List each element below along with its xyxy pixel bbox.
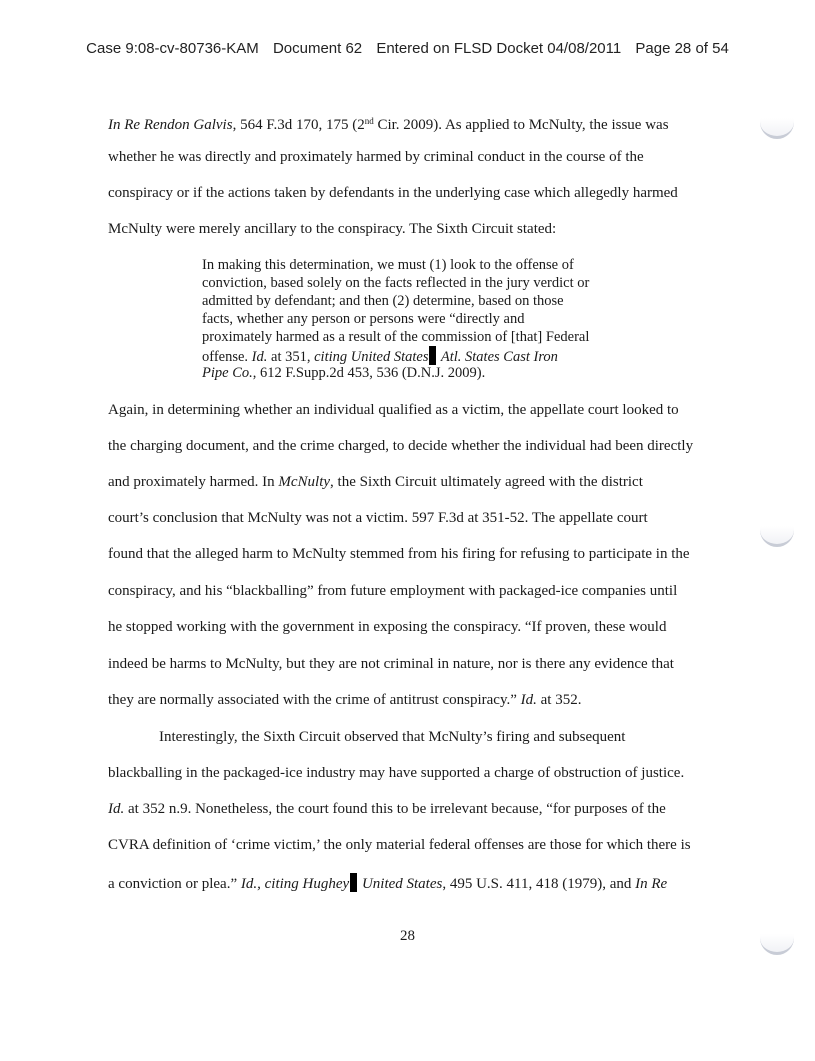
paragraph-3-line-3: Id. at 352 n.9. Nonetheless, the court found this to be irrelevant because, “for purposes of the [108, 801, 666, 817]
paragraph-1-line-4: McNulty were merely ancillary to the conspiracy. The Sixth Circuit stated: [108, 221, 557, 237]
paragraph-1-line-3: conspiracy or if the actions taken by defendants in the underlying case which allegedly harmed [108, 185, 678, 201]
paragraph-2-line-9: they are normally associated with the crime of antitrust conspiracy.” Id. at 352. [108, 692, 582, 708]
paragraph-2-line-4: court’s conclusion that McNulty was not a victim. 597 F.3d at 351-52. The appellate court [108, 510, 648, 526]
paragraph-2-line-3: and proximately harmed. In McNulty, the Sixth Circuit ultimately agreed with the district [108, 474, 643, 490]
docket-entry: Entered on FLSD Docket 04/08/2011 [376, 40, 622, 57]
binder-hole-top [760, 118, 794, 139]
block-quote-line-4: facts, whether any person or persons were “directly and [202, 311, 525, 327]
paragraph-2-line-8: indeed be harms to McNulty, but they are not criminal in nature, nor is there any evidence that [108, 656, 674, 672]
block-quote-line-5: proximately harmed as a result of the commission of [that] Federal [202, 329, 590, 345]
paragraph-3-line-4: CVRA definition of ‘crime victim,’ the only material federal offenses are those for which there is [108, 837, 691, 853]
case-number: Case 9:08-cv-80736-KAM [86, 40, 259, 57]
paragraph-2-line-6: conspiracy, and his “blackballing” from future employment with packaged-ice companies until [108, 583, 678, 599]
page-indicator: Page 28 of 54 [635, 40, 729, 57]
redaction-mark [350, 873, 357, 892]
block-quote-line-3: admitted by defendant; and then (2) determine, based on those [202, 293, 564, 309]
docket-header [0, 40, 815, 57]
paragraph-1-line-2: whether he was directly and proximately harmed by criminal conduct in the course of the [108, 149, 644, 165]
paragraph-2-line-5: found that the alleged harm to McNulty stemmed from his firing for refusing to participate in the [108, 546, 690, 562]
paragraph-2-line-7: he stopped working with the government in exposing the conspiracy. “If proven, these would [108, 619, 667, 635]
binder-hole-middle [760, 526, 794, 547]
block-quote-line-1: In making this determination, we must (1) look to the offense of [202, 257, 574, 273]
paragraph-3-line-5: a conviction or plea.” Id., citing Hughey United States, 495 U.S. 411, 418 (1979), and In Re [108, 873, 667, 893]
paragraph-2-line-1: Again, in determining whether an individual qualified as a victim, the appellate court looked to [108, 402, 679, 418]
paragraph-3-line-2: blackballing in the packaged-ice industry may have supported a charge of obstruction of justice. [108, 765, 685, 781]
page-number: 28 [400, 928, 415, 944]
redaction-mark [429, 346, 436, 365]
paragraph-3-line-1: Interestingly, the Sixth Circuit observed that McNulty’s firing and subsequent [159, 729, 626, 745]
document-number: Document 62 [272, 40, 363, 57]
block-quote-line-2: conviction, based solely on the facts reflected in the jury verdict or [202, 275, 590, 291]
block-quote-line-6: offense. Id. at 351, citing United States Atl. States Cast Iron [202, 346, 558, 366]
block-quote-line-7: Pipe Co., 612 F.Supp.2d 453, 536 (D.N.J. 2009). [202, 365, 486, 381]
paragraph-2-line-2: the charging document, and the crime charged, to decide whether the individual had been directly [108, 438, 694, 454]
paragraph-1-line-1: In Re Rendon Galvis, 564 F.3d 170, 175 (2nd Cir. 2009). As applied to McNulty, the issue was [108, 116, 669, 133]
